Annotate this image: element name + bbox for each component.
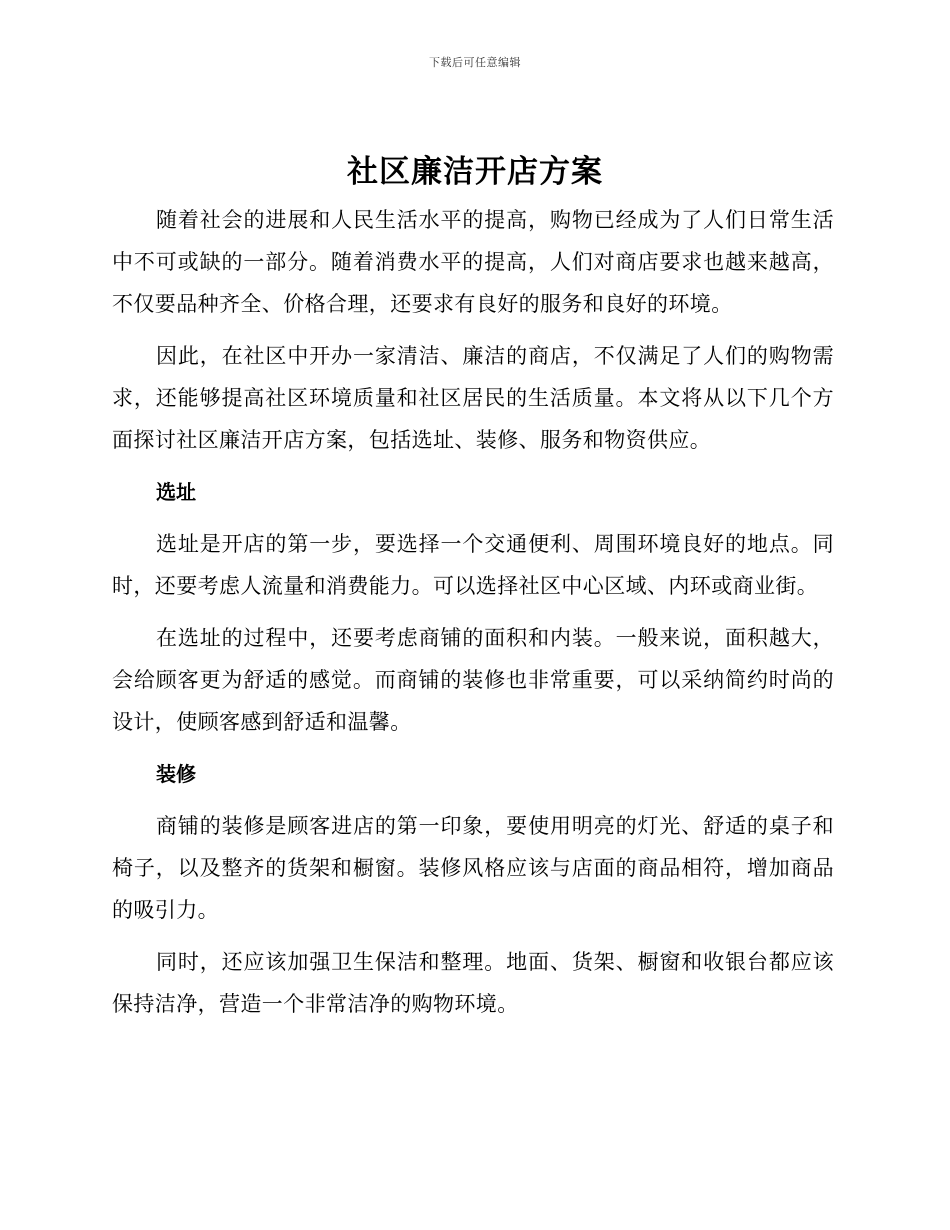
decoration-paragraph-2: 同时，还应该加强卫生保洁和整理。地面、货架、橱窗和收银台都应该保持洁净，营造一个非常洁净的购物环境。 [112,950,834,1016]
intro-paragraph-2: 因此，在社区中开办一家清洁、廉洁的商店，不仅满足了人们的购物需求，还能够提高社区环境质量和社区居民的生活质量。本文将从以下几个方面探讨社区廉洁开店方案，包括选址、装修、服务和物资供应。 [112,344,834,452]
document-body [112,199,834,1035]
decoration-paragraph-1: 商铺的装修是顾客进店的第一印象，要使用明亮的灯光、舒适的桌子和椅子，以及整齐的货架和橱窗。装修风格应该与店面的商品相符，增加商品的吸引力。 [112,814,834,922]
section-heading-site-selection: 选址 [156,480,196,504]
intro-paragraph-1: 随着社会的进展和人民生活水平的提高，购物已经成为了人们日常生活中不可或缺的一部分。随着消费水平的提高，人们对商店要求也越来越高，不仅要品种齐全、价格合理，还要求有良好的服务和良好的环境。 [112,208,834,316]
header-note: 下载后可任意编辑 [429,56,521,69]
site-selection-paragraph-1: 选址是开店的第一步，要选择一个交通便利、周围环境良好的地点。同时，还要考虑人流量和消费能力。可以选择社区中心区域、内环或商业街。 [112,532,834,598]
section-heading-decoration: 装修 [156,762,196,786]
document-title: 社区廉洁开店方案 [347,154,603,190]
site-selection-paragraph-2: 在选址的过程中，还要考虑商铺的面积和内装。一般来说，面积越大，会给顾客更为舒适的感觉。而商铺的装修也非常重要，可以采纳简约时尚的设计，使顾客感到舒适和温馨。 [112,626,834,734]
